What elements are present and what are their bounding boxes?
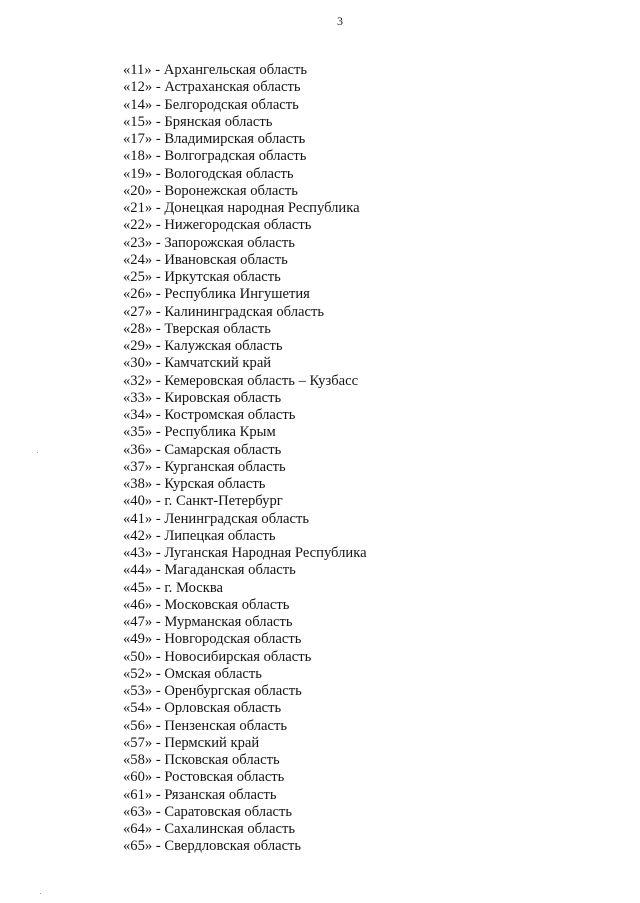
- region-code-list: [123, 62, 367, 856]
- list-item: «53» - Оренбургская область: [123, 683, 302, 699]
- list-item: «45» - г. Москва: [123, 579, 223, 596]
- list-item: «37» - Курганская область: [123, 458, 286, 475]
- list-item: «20» - Воронежская область: [123, 182, 298, 199]
- list-item: «36» - Самарская область: [123, 441, 282, 458]
- list-item: «63» - Саратовская область: [123, 803, 293, 820]
- list-item: «11» - Архангельская область: [123, 62, 308, 78]
- list-item: «65» - Свердловская область: [123, 838, 302, 855]
- list-item: «40» - г. Санкт-Петербург: [123, 493, 283, 510]
- list-item: «35» - Республика Крым: [123, 424, 276, 441]
- list-item: «41» - Ленинградская область: [123, 510, 310, 527]
- list-item: «30» - Камчатский край: [123, 355, 272, 372]
- list-item: «17» - Владимирская область: [123, 131, 306, 147]
- list-item: «12» - Астраханская область: [123, 79, 301, 96]
- list-item: «24» - Ивановская область: [123, 251, 288, 268]
- list-item: «26» - Республика Ингушетия: [123, 286, 310, 303]
- list-item: «43» - Луганская Народная Республика: [123, 545, 367, 561]
- list-item: «14» - Белгородская область: [123, 96, 299, 113]
- list-item: «46» - Московская область: [123, 596, 290, 613]
- list-item: «32» - Кемеровская область – Кузбасс: [123, 372, 359, 389]
- list-item: «49» - Новгородская область: [123, 631, 302, 648]
- list-item: «18» - Волгоградская область: [123, 148, 307, 165]
- list-item: «25» - Иркутская область: [123, 269, 281, 285]
- list-item: «42» - Липецкая область: [123, 527, 276, 544]
- list-item: «28» - Тверская область: [123, 320, 271, 337]
- page-number: 3: [337, 14, 343, 28]
- list-item: «34» - Костромская область: [123, 407, 296, 423]
- list-item: «60» - Ростовская область: [123, 769, 285, 786]
- list-item: «57» - Пермский край: [123, 734, 260, 751]
- list-item: «29» - Калужская область: [123, 338, 283, 354]
- list-item: «22» - Нижегородская область: [123, 217, 312, 234]
- scan-speck: [37, 452, 38, 453]
- list-item: «47» - Мурманская область: [123, 614, 293, 630]
- list-item: «19» - Вологодская область: [123, 165, 294, 182]
- list-item: «38» - Курская область: [123, 476, 266, 492]
- list-item: «21» - Донецкая народная Республика: [123, 200, 360, 216]
- list-item: «23» - Запорожская область: [123, 234, 295, 251]
- list-item: «15» - Брянская область: [123, 113, 273, 130]
- list-item: «44» - Магаданская область: [123, 562, 296, 579]
- list-item: «64» - Сахалинская область: [123, 821, 295, 837]
- list-item: «58» - Псковская область: [123, 752, 280, 768]
- scan-speck: [40, 893, 41, 894]
- list-item: «61» - Рязанская область: [123, 786, 277, 803]
- list-item: «50» - Новосибирская область: [123, 648, 312, 665]
- list-item: «54» - Орловская область: [123, 700, 282, 717]
- list-item: «33» - Кировская область: [123, 389, 282, 406]
- list-item: «27» - Калининградская область: [123, 303, 325, 320]
- list-item: «56» - Пензенская область: [123, 717, 288, 734]
- list-item: «52» - Омская область: [123, 665, 262, 682]
